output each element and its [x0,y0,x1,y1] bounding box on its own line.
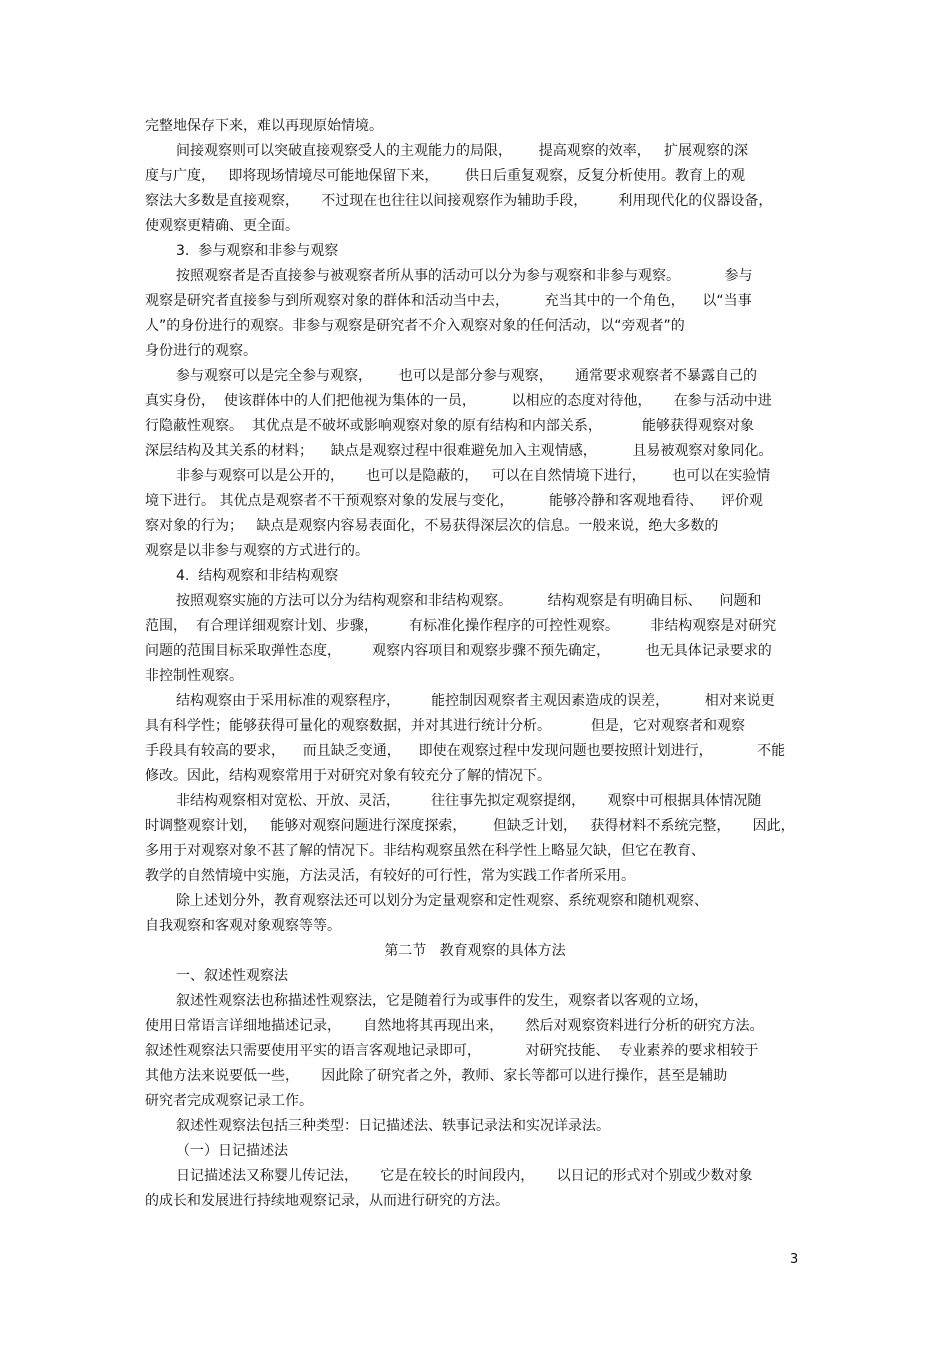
text-line: 观察是研究者直接参与到所观察对象的群体和活动当中去， 充当其中的一个角色， 以“当事 [145,293,752,309]
text-line: 按照观察者是否直接参与被观察者所从事的活动可以分为参与观察和非参与观察。 参与 [176,268,753,284]
text-line: 范围， 有合理详细观察计划、步骤， 有标准化操作程序的可控性观察。 非结构观察是对研究 [145,618,777,634]
text-line: 间接观察则可以突破直接观察受人的主观能力的局限， 提高观察的效率， 扩展观察的深 [176,143,749,159]
text-line: 研究者完成观察记录工作。 [145,1093,313,1109]
text-line: 人”的身份进行的观察。非参与观察是研究者不介入观察对象的任何活动，以“旁观者”的 [145,318,685,334]
subsection-heading: （一）日记描述法 [176,1143,288,1159]
text-line: 行隐蔽性观察。 其优点是不破坏或影响观察对象的原有结构和内部关系， 能够获得观察对象 [145,418,754,434]
text-line: 其他方法来说要低一些， 因此除了研究者之外，教师、家长等都可以进行操作，甚至是辅助 [145,1068,728,1084]
text-line: 时调整观察计划， 能够对观察问题进行深度探索， 但缺乏计划， 获得材料不系统完整， 因此， [145,818,795,834]
text-line: 叙述性观察法包括三种类型：日记描述法、轶事记录法和实况详录法。 [176,1118,610,1134]
text-line: 修改。因此，结构观察常用于对研究对象有较充分了解的情况下。 [145,768,551,784]
text-line: 除上述划分外，教育观察法还可以划分为定量观察和定性观察、系统观察和随机观察、 [176,893,708,909]
text-line: 问题的范围目标采取弹性态度， 观察内容项目和观察步骤不预先确定， 也无具体记录要求的 [145,643,772,659]
text-line: 叙述性观察法也称描述性观察法，它是随着行为或事件的发生，观察者以客观的立场， [176,993,708,1009]
text-line: 多用于对观察对象不甚了解的情况下。非结构观察虽然在科学性上略显欠缺，但它在教育、 [145,843,705,859]
chapter-section-title: 第二节 教育观察的具体方法 [384,943,566,959]
text-line: 使用日常语言详细地描述记录， 自然地将其再现出来， 然后对观察资料进行分析的研究方法。 [145,1018,764,1034]
page-number: 3 [790,1252,799,1267]
text-line: 度与广度， 即将现场情境尽可能地保留下来， 供日后重复观察，反复分析使用。教育上的观 [145,168,746,184]
subsection-heading: 一、叙述性观察法 [176,968,288,984]
text-line: 非控制性观察。 [145,668,243,684]
text-line: 境下进行。 其优点是观察者不干预观察对象的发展与变化， 能够冷静和客观地看待、 评价观 [145,493,763,509]
text-line: 观察是以非参与观察的方式进行的。 [145,543,369,559]
text-line: 按照观察实施的方法可以分为结构观察和非结构观察。 结构观察是有明确目标、 问题和 [176,593,762,609]
text-line: 手段具有较高的要求， 而且缺乏变通， 即使在观察过程中发现问题也要按照计划进行， 不能 [145,743,786,759]
text-line: 叙述性观察法只需要使用平实的语言客观地记录即可， 对研究技能、 专业素养的要求相较于 [145,1043,759,1059]
text-line: 真实身份， 使该群体中的人们把他视为集体的一员， 以相应的态度对待他， 在参与活动中进 [145,393,772,409]
text-line: 察法大多数是直接观察， 不过现在也往往以间接观察作为辅助手段， 利用现代化的仪器设备， [145,193,773,209]
text-line: 深层结构及其关系的材料； 缺点是观察过程中很难避免加入主观情感， 且易被观察对象同化。 [145,443,773,459]
text-line: 具有科学性；能够获得可量化的观察数据，并对其进行统计分析。 但是，它对观察者和观察 [145,718,746,734]
text-line: 察对象的行为； 缺点是观察内容易表面化，不易获得深层次的信息。一般来说，绝大多数的 [145,518,719,534]
section-heading: 4. 结构观察和非结构观察 [176,568,339,584]
text-line: 非结构观察相对宽松、开放、灵活， 往往事先拟定观察提纲， 观察中可根据具体情况随 [176,793,762,809]
section-heading: 3. 参与观察和非参与观察 [176,243,339,259]
text-line: 结构观察由于采用标准的观察程序， 能控制因观察者主观因素造成的误差， 相对来说更 [176,693,775,709]
text-line: 日记描述法又称婴儿传记法， 它是在较长的时间段内， 以日记的形式对个别或少数对象 [176,1168,753,1184]
text-line: 自我观察和客观对象观察等等。 [145,918,341,934]
text-line: 非参与观察可以是公开的， 也可以是隐蔽的， 可以在自然情境下进行， 也可以在实验情 [176,468,771,484]
text-line: 完整地保存下来，难以再现原始情境。 [145,118,383,134]
text-line: 教学的自然情境中实施，方法灵活，有较好的可行性，常为实践工作者所采用。 [145,868,635,884]
text-line: 使观察更精确、更全面。 [145,218,299,234]
text-line: 参与观察可以是完全参与观察， 也可以是部分参与观察， 通常要求观察者不暴露自己的 [176,368,757,384]
text-line: 身份进行的观察。 [145,343,257,359]
text-line: 的成长和发展进行持续地观察记录，从而进行研究的方法。 [145,1193,509,1209]
